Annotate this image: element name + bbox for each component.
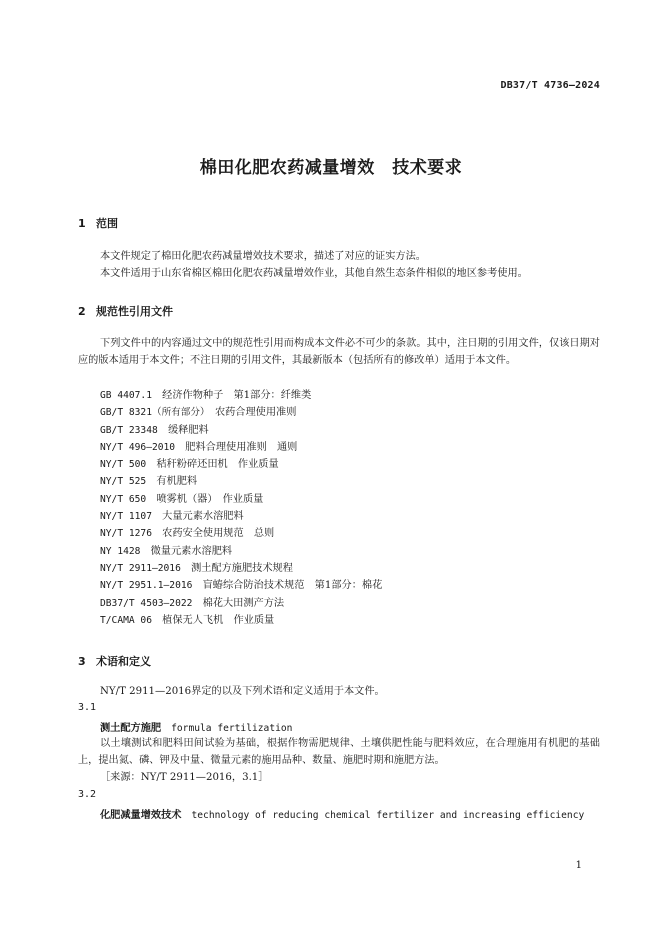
reference-code: DB37/T 4503—2022 [100, 597, 193, 609]
section-3-heading [78, 653, 151, 669]
reference-item [100, 560, 382, 577]
reference-title: 肥料合理使用准则 通则 [185, 441, 298, 453]
term-name-en: technology of reducing chemical fertilizer and increasing efficiency [191, 810, 585, 821]
section-title: 范围 [96, 217, 118, 230]
reference-item [100, 525, 382, 542]
reference-title: 农药安全使用规范 总则 [162, 528, 275, 540]
reference-item [100, 508, 382, 525]
reference-item [100, 595, 382, 612]
reference-code: NY/T 500 [100, 459, 147, 471]
reference-code: NY/T 1276 [100, 528, 152, 540]
reference-title: 缓释肥料 [167, 424, 209, 436]
reference-list [100, 387, 382, 629]
term-heading [100, 806, 584, 821]
section-number: 3 [78, 655, 86, 668]
section-2-heading [78, 303, 173, 319]
reference-title: 微量元素水溶肥料 [150, 545, 233, 557]
reference-title: 测土配方施肥技术规程 [191, 562, 293, 574]
reference-code: NY/T 650 [100, 493, 147, 505]
reference-item [100, 422, 382, 439]
term-number: 3.1 [78, 702, 97, 713]
section-2-intro: 下列文件中的内容通过文中的规范性引用而构成本文件必不可少的条款。其中，注日期的引用文件，仅该日期对应的版本适用于本文件；不注日期的引用文件，其最新版本（包括所有的修改单）适用于本文件。 [78, 338, 600, 366]
term-definition: 以土壤测试和肥料田间试验为基础，根据作物需肥规律、土壤供肥性能与肥料效应，在合理施用有机肥的基础上，提出氮、磷、钾及中量、微量元素的施用品种、数量、施肥时期和施肥方法。 [78, 738, 600, 766]
document-code: DB37/T 4736—2024 [500, 80, 600, 91]
reference-title: 喷雾机（器） 作业质量 [156, 493, 264, 505]
reference-item [100, 404, 382, 421]
section-1-heading [78, 215, 118, 231]
reference-item [100, 473, 382, 490]
section-title: 术语和定义 [96, 655, 151, 668]
document-title: 棉田化肥农药减量增效 技术要求 [199, 158, 463, 178]
reference-item [100, 612, 382, 629]
reference-title: 大量元素水溶肥料 [162, 511, 244, 523]
section-1-paragraph: 本文件规定了棉田化肥农药减量增效技术要求，描述了对应的证实方法。 [100, 251, 426, 262]
term-heading [100, 719, 292, 734]
reference-code: GB 4407.1 [100, 390, 152, 401]
reference-code: NY 1428 [100, 545, 141, 557]
reference-title: 盲蝽综合防治技术规范 第1部分：棉花 [202, 580, 383, 592]
reference-title: 农药合理使用准则 [214, 407, 297, 419]
reference-code: NY/T 2911—2016 [100, 562, 181, 574]
reference-code: T/CAMA 06 [100, 614, 152, 626]
reference-code: GB/T 23348 [100, 424, 158, 436]
term-name-zh: 测土配方施肥 [100, 723, 162, 734]
section-number: 2 [78, 305, 86, 318]
reference-title: 秸秆粉碎还田机 作业质量 [156, 459, 279, 471]
section-number: 1 [78, 217, 86, 230]
term-number: 3.2 [78, 789, 97, 800]
section-3-intro: NY/T 2911—2016界定的以及下列术语和定义适用于本文件。 [100, 686, 385, 697]
term-name-en: formula fertilization [171, 723, 293, 734]
reference-title: 植保无人飞机 作业质量 [162, 614, 275, 626]
reference-title: 有机肥料 [156, 476, 198, 488]
reference-item [100, 577, 382, 594]
reference-item [100, 543, 382, 560]
reference-title: 经济作物种子 第1部分：纤维类 [162, 390, 312, 401]
reference-code: NY/T 1107 [100, 511, 152, 523]
term-source: ［来源：NY/T 2911—2016，3.1］ [100, 772, 269, 783]
page-number: 1 [575, 860, 582, 871]
reference-code: NY/T 496—2010 [100, 441, 176, 453]
reference-code: NY/T 2951.1—2016 [100, 580, 193, 592]
term-name-zh: 化肥减量增效技术 [100, 810, 182, 821]
reference-item [100, 491, 382, 508]
reference-title: 棉花大田测产方法 [202, 597, 285, 609]
section-1-paragraph: 本文件适用于山东省棉区棉田化肥农药减量增效作业，其他自然生态条件相似的地区参考使用。 [100, 268, 528, 279]
reference-item [100, 439, 382, 456]
section-title: 规范性引用文件 [96, 305, 173, 318]
reference-item [100, 456, 382, 473]
reference-code: GB/T 8321（所有部分） [100, 407, 205, 419]
reference-code: NY/T 525 [100, 476, 147, 488]
reference-item [100, 387, 382, 404]
